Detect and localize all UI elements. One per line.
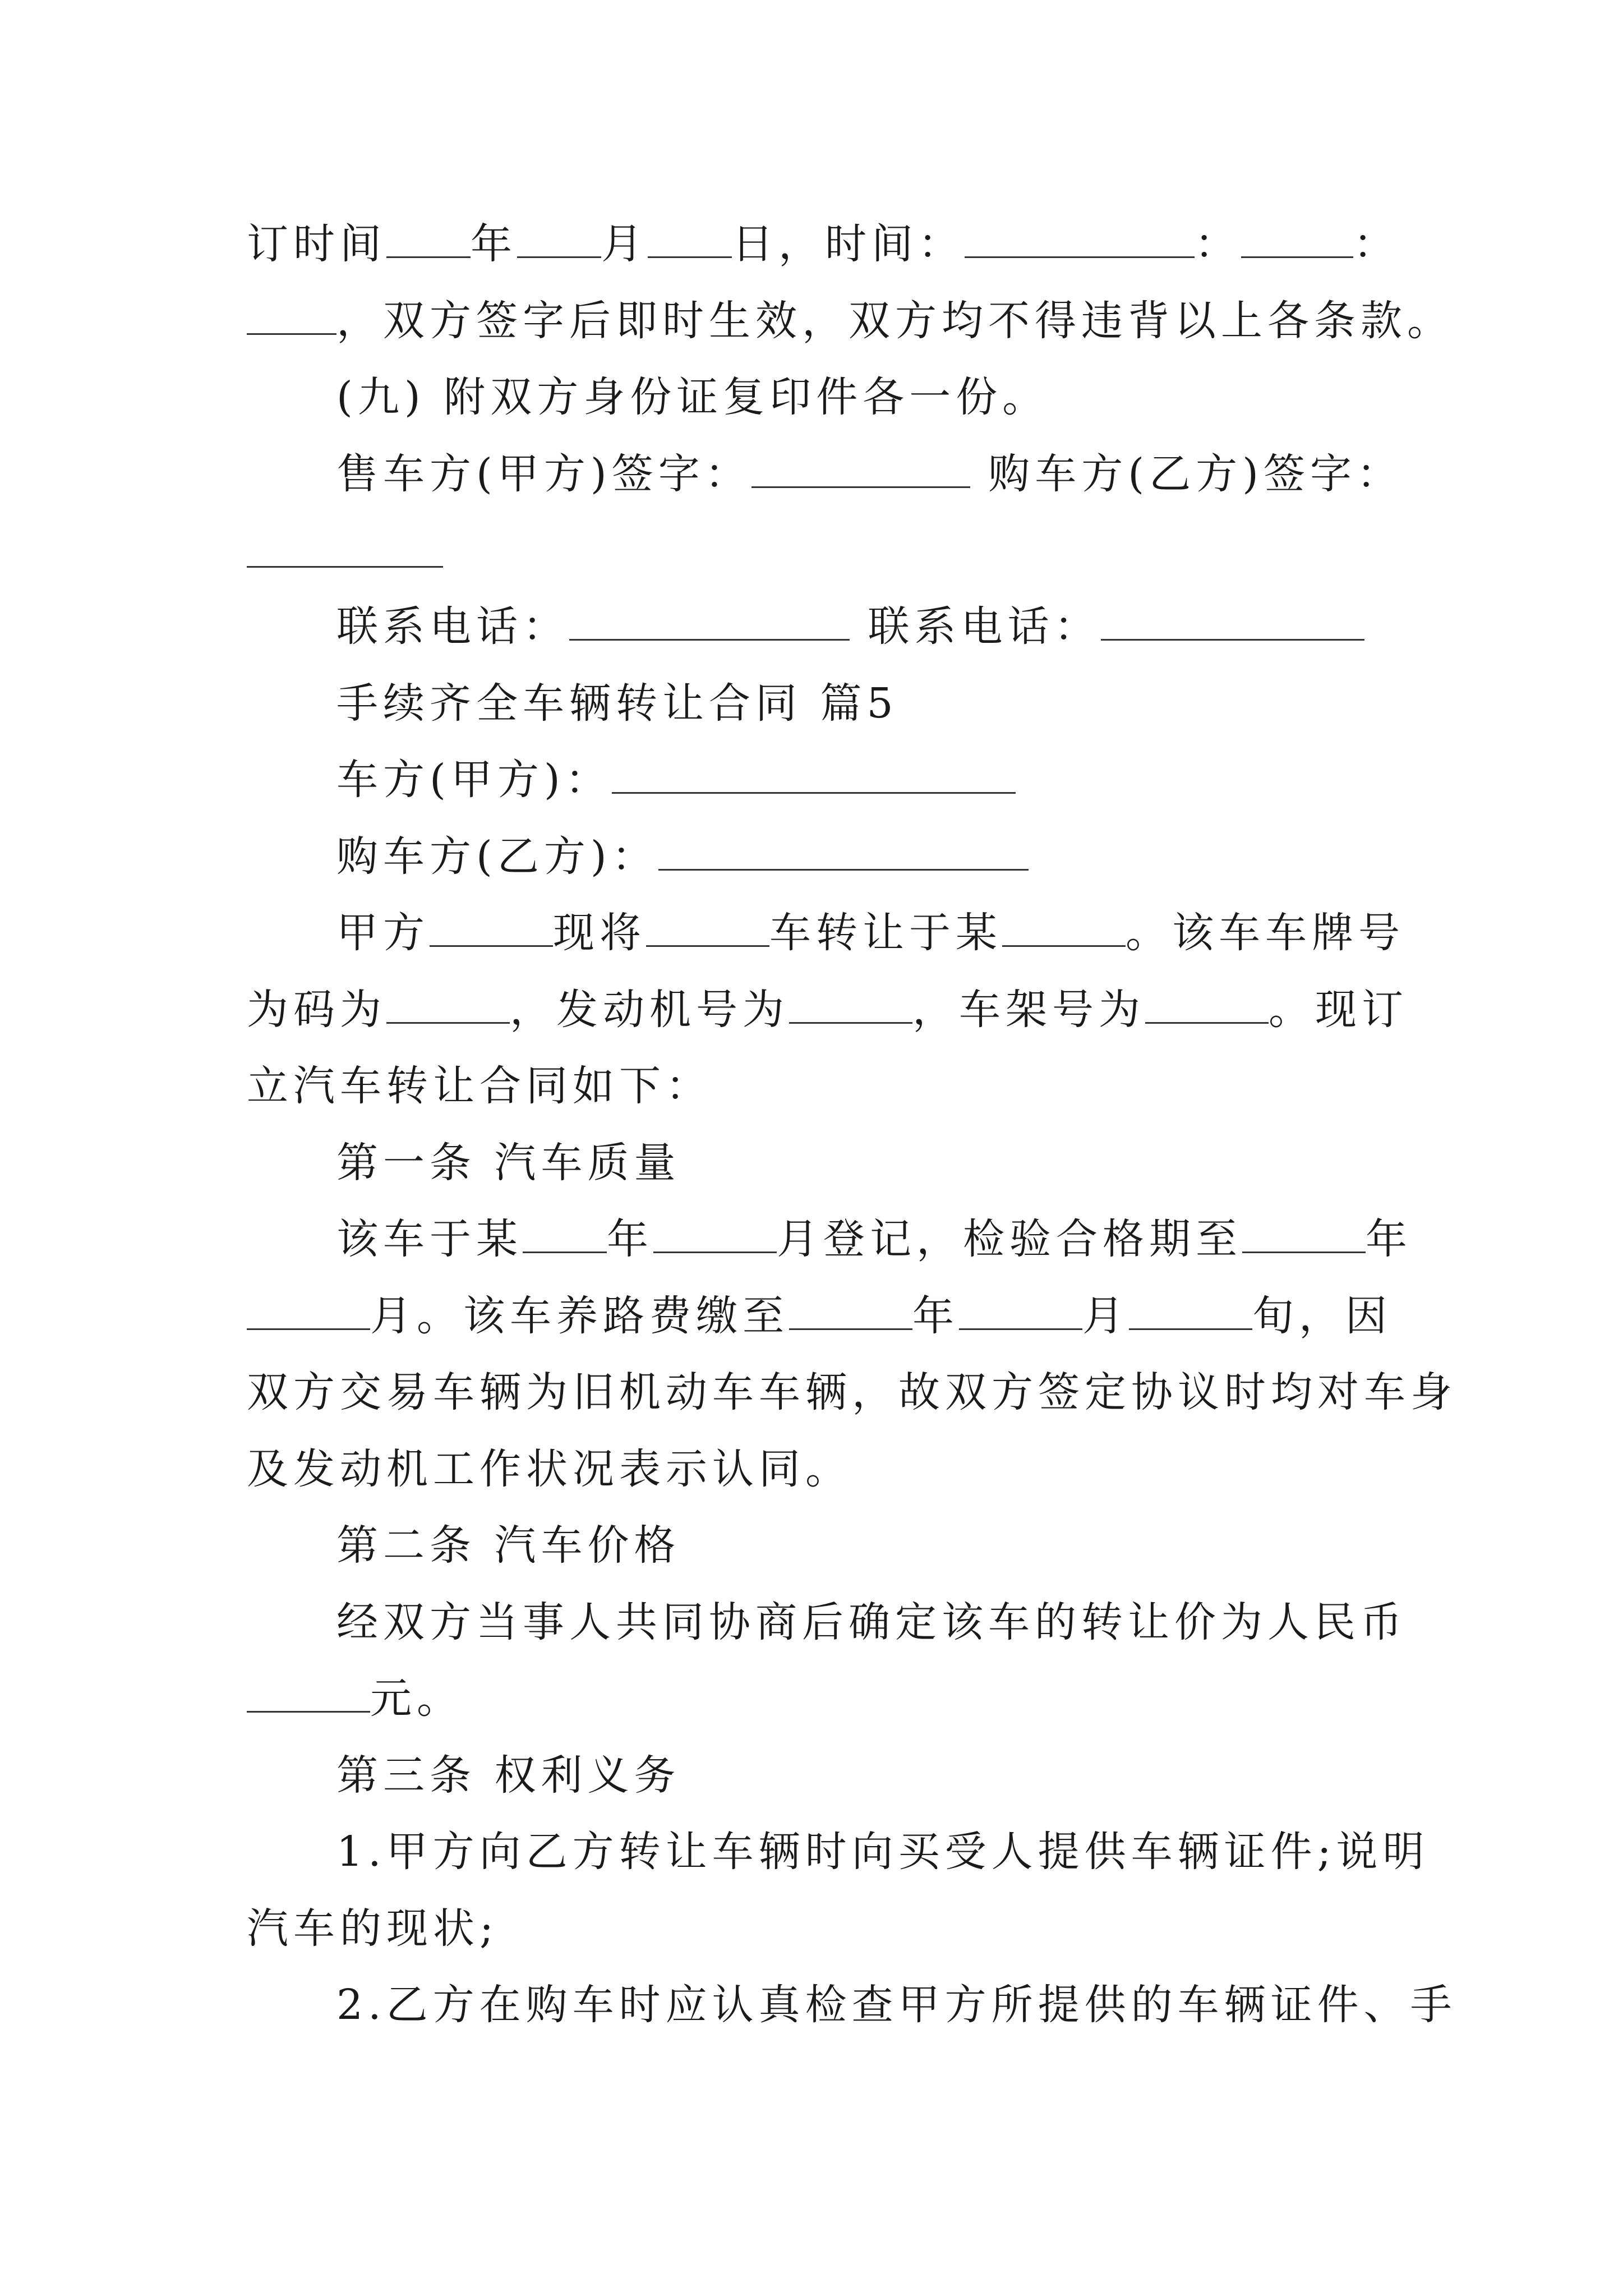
text-line <box>336 752 1402 808</box>
fill-blank <box>517 219 601 258</box>
fill-blank <box>1129 1291 1252 1330</box>
fill-blank <box>430 908 553 947</box>
text-segment: ，发动机号为 <box>510 986 789 1034</box>
fill-blank <box>959 1291 1082 1330</box>
text-segment: 年 <box>912 1292 959 1340</box>
text-segment: 订时间 <box>247 220 386 268</box>
text-segment: ，双方签字后即时生效，双方均不得违背以上各条款。 <box>336 297 1454 345</box>
text-segment: 现将 <box>553 909 646 957</box>
text-segment: 第三条 权利义务 <box>336 1751 681 1800</box>
fill-blank <box>789 985 912 1024</box>
text-line <box>336 905 1405 961</box>
text-line <box>336 1211 1412 1267</box>
text-segment: 该车于某 <box>336 1215 523 1263</box>
text-segment: 为码为 <box>247 986 386 1034</box>
text-segment: 元。 <box>370 1674 463 1723</box>
text-segment: 年 <box>607 1215 653 1263</box>
text-line <box>247 982 1408 1038</box>
fill-blank <box>751 449 970 488</box>
text-segment: 日，时间： <box>732 220 965 268</box>
text-segment: 月 <box>1082 1292 1129 1340</box>
fill-blank <box>789 1291 912 1330</box>
fill-blank <box>648 219 732 258</box>
text-segment: 及发动机工作状况表示认同。 <box>247 1445 852 1493</box>
text-line <box>336 1824 1430 1880</box>
text-segment: 年 <box>471 220 517 268</box>
text-segment: 年 <box>1366 1215 1412 1263</box>
text-segment: 汽车的现状; <box>247 1904 499 1953</box>
fill-blank <box>1242 1214 1366 1253</box>
text-segment: 。现订 <box>1269 986 1408 1034</box>
text-segment: 月。该车养路费缴至 <box>370 1292 789 1340</box>
text-segment: 购车方(乙方)： <box>336 832 658 881</box>
text-segment: 。该车车牌号 <box>1126 909 1405 957</box>
text-segment: ，车架号为 <box>912 986 1145 1034</box>
section-heading <box>336 675 1402 731</box>
fill-blank <box>247 1674 370 1713</box>
fill-blank <box>247 1291 370 1330</box>
text-segment: 月 <box>601 220 648 268</box>
signature-blank-line <box>247 564 443 568</box>
fill-blank <box>247 296 336 335</box>
fill-blank <box>1145 985 1269 1024</box>
fill-blank <box>658 832 1029 871</box>
text-segment: ： <box>1195 220 1241 268</box>
article-heading <box>336 1517 1402 1573</box>
text-segment: 经双方当事人共同协商后确定该车的转让价为人民币 <box>336 1598 1407 1646</box>
fill-blank <box>1101 602 1364 641</box>
fill-blank <box>965 219 1195 258</box>
fill-blank <box>612 755 1016 794</box>
fill-blank <box>1241 219 1353 258</box>
text-segment: 甲方 <box>336 909 430 957</box>
text-line <box>247 293 1454 349</box>
text-segment: 1.甲方向乙方转让车辆时向买受人提供车辆证件;说明 <box>336 1828 1430 1876</box>
text-segment: 旬，因 <box>1252 1292 1392 1340</box>
text-line <box>247 1058 1402 1114</box>
fill-blank <box>1002 908 1126 947</box>
article-heading <box>336 1747 1402 1803</box>
text-segment: 联系电话： <box>336 602 569 651</box>
text-segment: 购车方(乙方)签字： <box>988 450 1404 498</box>
text-line <box>336 369 1402 425</box>
text-segment: 售车方(甲方)签字： <box>336 450 751 498</box>
text-segment: 双方交易车辆为旧机动车车辆，故双方签定协议时均对车身 <box>247 1368 1457 1416</box>
fill-blank <box>523 1214 607 1253</box>
fill-blank <box>653 1214 777 1253</box>
text-segment: 第二条 汽车价格 <box>336 1521 681 1570</box>
text-segment: 2.乙方在购车时应认真检查甲方所提供的车辆证件、手 <box>336 1981 1457 2029</box>
text-segment: (九) 附双方身份证复印件各一份。 <box>336 373 1049 421</box>
text-segment: 车方(甲方)： <box>336 756 612 804</box>
text-line <box>247 1288 1402 1344</box>
text-segment: 月登记，检验合格期至 <box>777 1215 1242 1263</box>
text-line <box>247 216 1402 272</box>
text-segment: 第一条 汽车质量 <box>336 1139 681 1187</box>
text-segment: 联系电话： <box>868 602 1101 651</box>
text-line <box>336 446 1402 502</box>
text-line <box>247 1671 1402 1727</box>
text-line <box>247 1364 1457 1420</box>
fill-blank <box>569 602 850 641</box>
article-heading <box>336 1135 1402 1191</box>
text-segment: 车转让于某 <box>769 909 1002 957</box>
fill-blank <box>386 985 510 1024</box>
text-line <box>336 1594 1407 1650</box>
text-line <box>336 599 1402 655</box>
text-line <box>247 1901 1402 1957</box>
fill-blank <box>386 219 471 258</box>
fill-blank <box>646 908 769 947</box>
text-line <box>247 1441 1402 1497</box>
text-segment: 立汽车转让合同如下： <box>247 1062 712 1110</box>
text-line <box>336 829 1402 885</box>
text-segment: 手续齐全车辆转让合同 篇5 <box>336 679 898 728</box>
text-line <box>336 1977 1457 2033</box>
text-segment: ： <box>1353 220 1400 268</box>
